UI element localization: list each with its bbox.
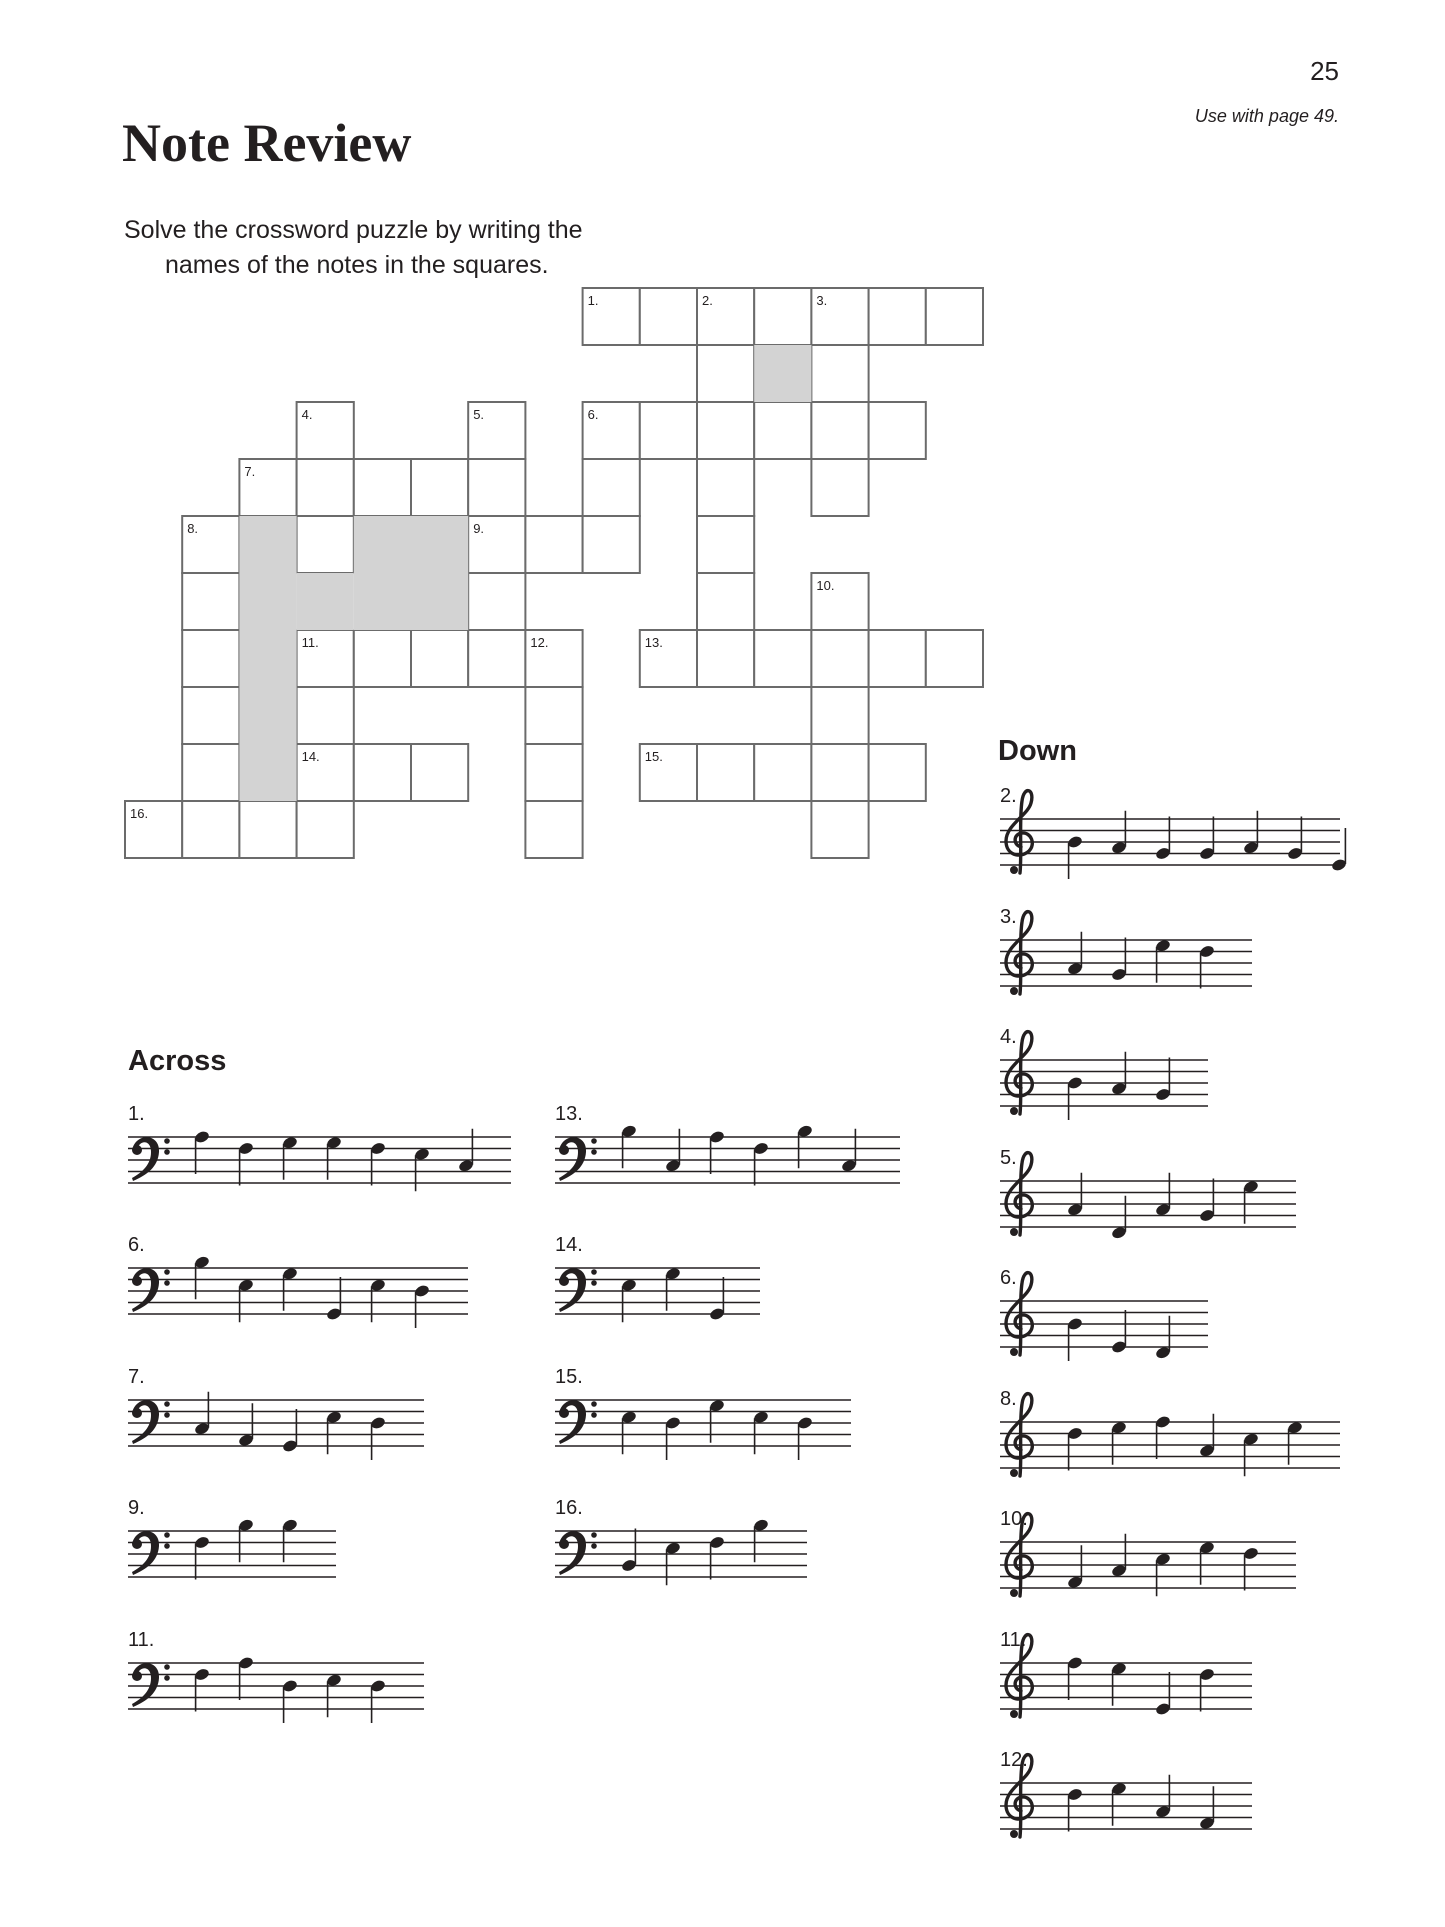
note: [1243, 1179, 1260, 1223]
clue-across-7: [128, 1366, 424, 1476]
note: [1067, 1545, 1084, 1589]
note: [194, 1535, 211, 1579]
clue-across-6: [128, 1234, 468, 1344]
music-staff: [1000, 1388, 1340, 1498]
clue-down-8: [1000, 1388, 1340, 1498]
clue-number: 14.: [555, 1234, 583, 1256]
grid-cell[interactable]: [525, 687, 582, 744]
use-with-note: Use with page 49.: [1194, 106, 1339, 126]
music-staff: [1000, 1147, 1296, 1257]
bass-clef-icon: [132, 1663, 170, 1707]
grid-cell[interactable]: [297, 687, 354, 744]
note: [1067, 1172, 1084, 1216]
treble-clef-icon: [1006, 1514, 1032, 1597]
clue-number: 4.: [1000, 1026, 1017, 1048]
grid-cell[interactable]: [811, 744, 868, 801]
grid-cell[interactable]: [468, 516, 525, 573]
grid-number: 10.: [816, 578, 835, 593]
grid-cell[interactable]: [468, 402, 525, 459]
note: [1111, 1534, 1128, 1578]
note: [753, 1518, 770, 1562]
note: [1111, 1310, 1128, 1354]
clue-number: 6.: [1000, 1267, 1017, 1289]
shaded-cell: [411, 516, 468, 573]
note: [1111, 1195, 1128, 1239]
note: [1111, 1052, 1128, 1096]
note: [326, 1135, 343, 1179]
note: [370, 1679, 387, 1723]
treble-clef-icon: [1006, 791, 1032, 874]
grid-cell[interactable]: [869, 744, 926, 801]
grid-cell[interactable]: [754, 630, 811, 687]
note: [194, 1255, 211, 1299]
clue-number: 11.: [1000, 1628, 1027, 1651]
instructions-line-2: names of the notes in the squares.: [165, 251, 549, 279]
clue-number: 1.: [128, 1103, 145, 1125]
note: [194, 1667, 211, 1711]
treble-clef-icon: [1006, 1152, 1032, 1235]
shaded-cell: [239, 573, 296, 630]
note: [621, 1124, 638, 1168]
music-staff: [1000, 785, 1340, 895]
grid-cell[interactable]: [583, 402, 640, 459]
note: [282, 1518, 299, 1562]
down-heading: Down: [998, 735, 1077, 767]
note: [1155, 1552, 1172, 1596]
grid-number: 8.: [187, 521, 199, 536]
grid-cell[interactable]: [640, 744, 697, 801]
grid-cell[interactable]: [811, 801, 868, 858]
clue-down-11: [1000, 1629, 1252, 1739]
note: [1155, 1058, 1172, 1102]
music-staff: [128, 1497, 336, 1607]
grid-number: 15.: [644, 749, 663, 764]
note: [1199, 1413, 1216, 1457]
grid-cell[interactable]: [182, 630, 239, 687]
music-staff: [128, 1366, 424, 1476]
grid-cell[interactable]: [754, 402, 811, 459]
grid-cell[interactable]: [640, 402, 697, 459]
grid-number: 16.: [130, 806, 149, 821]
treble-clef-icon: [1006, 911, 1032, 994]
note: [621, 1410, 638, 1454]
clue-number: 9.: [128, 1497, 145, 1519]
bass-clef-icon: [559, 1531, 597, 1575]
shaded-cell: [411, 573, 468, 630]
note: [1243, 1431, 1260, 1475]
clue-number: 2.: [1000, 785, 1017, 807]
note: [1155, 938, 1172, 982]
note: [370, 1141, 387, 1185]
grid-cell[interactable]: [811, 402, 868, 459]
note: [797, 1124, 814, 1168]
grid-number: 5.: [473, 407, 485, 422]
note: [326, 1673, 343, 1717]
treble-clef-icon: [1006, 1032, 1032, 1115]
music-staff: [128, 1629, 424, 1739]
grid-cell[interactable]: [239, 459, 296, 516]
grid-cell[interactable]: [525, 744, 582, 801]
note: [1067, 1426, 1084, 1470]
grid-cell[interactable]: [811, 630, 868, 687]
clue-number: 7.: [128, 1366, 145, 1388]
music-staff: [1000, 1026, 1208, 1136]
grid-cell[interactable]: [754, 288, 811, 345]
note: [1067, 1787, 1084, 1831]
note: [1155, 1672, 1172, 1716]
note: [1199, 1540, 1216, 1584]
note: [282, 1135, 299, 1179]
music-staff: [1000, 1749, 1252, 1859]
clue-down-5: [1000, 1147, 1296, 1257]
note: [282, 1266, 299, 1310]
treble-clef-icon: [1006, 1273, 1032, 1356]
grid-cell[interactable]: [697, 459, 754, 516]
across-heading: Across: [128, 1045, 227, 1077]
grid-cell[interactable]: [182, 516, 239, 573]
note: [1199, 1178, 1216, 1222]
grid-number: 11.: [301, 635, 319, 650]
note: [1155, 817, 1172, 861]
note: [621, 1278, 638, 1322]
grid-cell[interactable]: [869, 630, 926, 687]
grid-cell[interactable]: [468, 573, 525, 630]
music-staff: [1000, 1508, 1296, 1618]
note: [1243, 811, 1260, 855]
note: [414, 1284, 431, 1328]
shaded-cell: [754, 345, 811, 402]
note: [458, 1129, 475, 1173]
note: [414, 1147, 431, 1191]
grid-cell[interactable]: [697, 573, 754, 630]
note: [1287, 1420, 1304, 1464]
grid-cell[interactable]: [811, 345, 868, 402]
grid-cell[interactable]: [811, 573, 868, 630]
clue-number: 6.: [128, 1234, 145, 1256]
note: [1287, 817, 1304, 861]
note: [238, 1518, 255, 1562]
grid-cell[interactable]: [411, 744, 468, 801]
note: [1067, 1655, 1084, 1699]
note: [709, 1277, 726, 1321]
note: [1067, 931, 1084, 975]
grid-cell[interactable]: [697, 402, 754, 459]
note: [709, 1398, 726, 1442]
note: [709, 1535, 726, 1579]
music-staff: [1000, 1267, 1208, 1377]
note: [194, 1130, 211, 1174]
music-staff: [1000, 1629, 1252, 1739]
note: [282, 1679, 299, 1723]
bass-clef-icon: [559, 1137, 597, 1181]
grid-cell[interactable]: [640, 630, 697, 687]
note: [282, 1409, 299, 1453]
grid-cell[interactable]: [525, 516, 582, 573]
grid-cell[interactable]: [182, 744, 239, 801]
grid-cell[interactable]: [354, 744, 411, 801]
note: [797, 1416, 814, 1460]
grid-number: 4.: [301, 407, 313, 422]
note: [665, 1541, 682, 1585]
grid-cell[interactable]: [297, 459, 354, 516]
note: [1111, 811, 1128, 855]
instructions-line-1: Solve the crossword puzzle by writing the: [124, 216, 583, 244]
treble-clef-icon: [1006, 1393, 1032, 1476]
grid-cell[interactable]: [697, 288, 754, 345]
clue-number: 5.: [1000, 1146, 1017, 1169]
note: [1111, 1781, 1128, 1825]
grid-cell[interactable]: [697, 744, 754, 801]
grid-cell[interactable]: [525, 801, 582, 858]
note: [238, 1141, 255, 1185]
clue-across-16: [555, 1497, 807, 1607]
note: [1067, 1317, 1084, 1361]
grid-cell[interactable]: [411, 459, 468, 516]
grid-cell[interactable]: [583, 288, 640, 345]
clue-number: 13.: [555, 1103, 583, 1125]
clue-number: 15.: [555, 1366, 583, 1388]
grid-cell[interactable]: [926, 630, 983, 687]
page-number: 25: [1310, 56, 1339, 86]
clue-down-2: [1000, 785, 1340, 895]
note: [665, 1266, 682, 1310]
grid-cell[interactable]: [182, 801, 239, 858]
note: [1067, 1076, 1084, 1120]
shaded-cell: [354, 516, 411, 573]
note: [326, 1410, 343, 1454]
music-staff: [128, 1103, 511, 1213]
note: [1199, 944, 1216, 988]
note: [1111, 1661, 1128, 1705]
clue-number: 10.: [1000, 1508, 1028, 1530]
grid-cell[interactable]: [697, 630, 754, 687]
clue-down-12: [1000, 1749, 1252, 1859]
note: [1155, 1414, 1172, 1458]
note: [1111, 937, 1128, 981]
grid-number: 7.: [244, 464, 256, 479]
grid-cell[interactable]: [239, 801, 296, 858]
clue-down-6: [1000, 1267, 1208, 1377]
note: [621, 1529, 638, 1573]
grid-cell[interactable]: [697, 345, 754, 402]
clue-down-3: [1000, 906, 1252, 1016]
instructions: [124, 213, 583, 283]
clue-down-4: [1000, 1026, 1208, 1136]
grid-cell[interactable]: [583, 516, 640, 573]
shaded-cell: [239, 687, 296, 744]
grid-cell[interactable]: [468, 459, 525, 516]
clue-across-11: [128, 1629, 424, 1739]
note: [326, 1277, 343, 1321]
shaded-cell: [239, 516, 296, 573]
note: [665, 1416, 682, 1460]
note: [238, 1278, 255, 1322]
clue-number: 11.: [128, 1629, 155, 1651]
grid-number: 1.: [587, 293, 599, 308]
note: [238, 1656, 255, 1700]
grid-cell[interactable]: [697, 516, 754, 573]
grid-cell[interactable]: [640, 288, 697, 345]
grid-cell[interactable]: [297, 801, 354, 858]
grid-number: 12.: [530, 635, 549, 650]
note: [1331, 828, 1348, 872]
note: [238, 1403, 255, 1447]
clue-number: 16.: [555, 1497, 583, 1519]
clue-across-14: [555, 1234, 760, 1344]
grid-number: 2.: [702, 293, 713, 308]
note: [1243, 1546, 1260, 1590]
note: [370, 1278, 387, 1322]
shaded-cell: [297, 573, 354, 630]
grid-cell[interactable]: [754, 744, 811, 801]
clue-across-13: [555, 1103, 900, 1213]
music-staff: [555, 1366, 851, 1476]
note: [1199, 817, 1216, 861]
grid-cell[interactable]: [125, 801, 182, 858]
clue-number: 8.: [1000, 1387, 1017, 1410]
grid-cell[interactable]: [811, 459, 868, 516]
grid-cell[interactable]: [297, 402, 354, 459]
grid-cell[interactable]: [297, 744, 354, 801]
grid-cell[interactable]: [354, 459, 411, 516]
clue-number: 12.: [1000, 1749, 1028, 1771]
grid-cell[interactable]: [182, 573, 239, 630]
grid-number: 9.: [473, 521, 485, 536]
shaded-cell: [354, 573, 411, 630]
treble-clef-icon: [1006, 1755, 1032, 1838]
note: [1111, 1420, 1128, 1464]
music-staff: [555, 1103, 900, 1213]
music-staff: [1000, 906, 1252, 1016]
grid-cell[interactable]: [525, 630, 582, 687]
note: [753, 1141, 770, 1185]
music-staff: [555, 1234, 760, 1344]
bass-clef-icon: [559, 1400, 597, 1444]
grid-cell[interactable]: [468, 630, 525, 687]
note: [1155, 1172, 1172, 1216]
page-title: Note Review: [122, 113, 412, 173]
bass-clef-icon: [132, 1400, 170, 1444]
grid-number: 14.: [301, 749, 320, 764]
grid-cell[interactable]: [811, 288, 868, 345]
shaded-cell: [239, 630, 296, 687]
treble-clef-icon: [1006, 1634, 1032, 1717]
note: [709, 1130, 726, 1174]
music-staff: [128, 1234, 468, 1344]
note: [841, 1129, 858, 1173]
grid-cell[interactable]: [297, 630, 354, 687]
grid-cell[interactable]: [354, 630, 411, 687]
clue-number: 3.: [1000, 905, 1017, 928]
note: [1155, 1316, 1172, 1360]
grid-number: 6.: [587, 407, 599, 422]
note: [1155, 1775, 1172, 1819]
grid-number: 13.: [644, 635, 663, 650]
grid-cell[interactable]: [182, 687, 239, 744]
grid-cell[interactable]: [926, 288, 983, 345]
bass-clef-icon: [132, 1268, 170, 1312]
clue-across-15: [555, 1366, 851, 1476]
note: [1199, 1667, 1216, 1711]
grid-cell[interactable]: [583, 459, 640, 516]
bass-clef-icon: [132, 1531, 170, 1575]
music-staff: [555, 1497, 807, 1607]
note: [753, 1410, 770, 1454]
grid-cell[interactable]: [869, 402, 926, 459]
note: [1067, 835, 1084, 879]
note: [194, 1392, 211, 1436]
note: [1199, 1786, 1216, 1830]
note: [665, 1129, 682, 1173]
grid-cell[interactable]: [869, 288, 926, 345]
bass-clef-icon: [132, 1137, 170, 1181]
grid-cell[interactable]: [411, 630, 468, 687]
clue-across-1: [128, 1103, 511, 1213]
clue-across-9: [128, 1497, 336, 1607]
clue-down-10: [1000, 1508, 1296, 1618]
grid-cell[interactable]: [811, 687, 868, 744]
bass-clef-icon: [559, 1268, 597, 1312]
grid-cell[interactable]: [297, 516, 354, 573]
note: [370, 1416, 387, 1460]
shaded-cell: [239, 744, 296, 801]
grid-number: 3.: [816, 293, 828, 308]
